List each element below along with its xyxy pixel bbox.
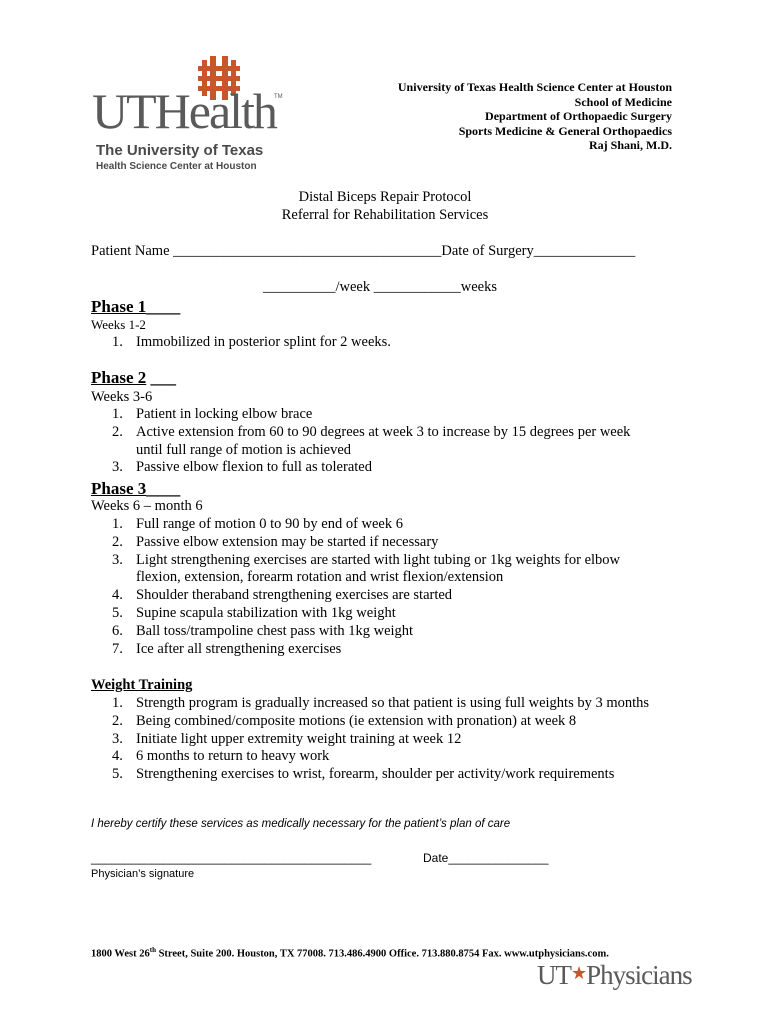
phase1-blank: ____ (146, 297, 181, 316)
phase1-title: Phase 1 (91, 297, 147, 316)
signature-line[interactable]: __________________________________________ (91, 851, 372, 865)
list-item: 1. Patient in locking elbow brace (112, 406, 313, 422)
list-item: 2. Being combined/composite motions (ie extension with pronation) at week 8 (112, 712, 577, 729)
list-item: 4. 6 months to return to heavy work (112, 748, 330, 765)
phase2-title: Phase 2 (91, 368, 147, 387)
list-item: 2. Passive elbow extension may be started if necessary (112, 533, 439, 550)
certification-statement: I hereby certify these services as medically necessary for the patient’s plan of care (91, 818, 511, 830)
weight-training-heading: Weight Training (91, 677, 193, 693)
list-item: 1. Full range of motion 0 to 90 by end of week 6 (112, 516, 403, 532)
list-item-continued: until full range of motion is achieved (136, 441, 352, 458)
phase3-blank: ____ (146, 479, 181, 498)
phase3-weeks: Weeks 6 – month 6 (91, 498, 203, 514)
title-line2: Referral for Rehabilitation Services (281, 207, 489, 223)
phase1-weeks: Weeks 1-2 (91, 317, 146, 332)
list-item: 5. Strengthening exercises to wrist, forearm, shoulder per activity/work requirements (112, 766, 615, 783)
phase2-weeks: Weeks 3-6 (91, 389, 153, 405)
header-line5: Raj Shani, M.D. (588, 138, 672, 153)
list-item-continued: flexion, extension, forearm rotation and wrist flexion/extension (136, 569, 504, 586)
list-item: 5. Supine scapula stabilization with 1kg weight (112, 604, 396, 621)
patient-name-field[interactable]: Patient Name _____________________________________Date of Surgery______________ (91, 243, 636, 259)
phase1-heading (91, 297, 180, 317)
header-line1: University of Texas Health Science Center at Houston (397, 80, 672, 94)
logo-trademark: TM (274, 94, 283, 100)
list-item: 3. Light strengthening exercises are started with light tubing or 1kg weights for elbow (112, 551, 621, 568)
list-item: 6. Ball toss/trampoline chest pass with 1kg weight (112, 622, 414, 639)
signature-label: Physician’s signature (91, 868, 195, 880)
list-item: 3. Passive elbow flexion to full as tolerated (112, 459, 372, 476)
phase3-heading (91, 479, 180, 499)
institution-header (398, 80, 672, 153)
uthealth-logo (92, 56, 292, 176)
phase1-list (91, 334, 391, 352)
list-item: 3. Initiate light upper extremity weight training at week 12 (112, 730, 462, 747)
title-line1: Distal Biceps Repair Protocol (298, 189, 472, 205)
phase3-title: Phase 3 (91, 479, 147, 498)
phase2-list (91, 406, 630, 477)
star-icon: ★ (571, 963, 587, 983)
logo-line1: The University of Texas (96, 142, 264, 159)
list-item: 4. Shoulder theraband strengthening exercises are started (112, 587, 453, 604)
header-line4: Sports Medicine & General Orthopaedics (458, 123, 672, 138)
footer-address: 1800 West 26th Street, Suite 200. Houston, TX 77008. 713.486.4900 Office. 713.880.8754 Fax. www.utphysicians.com. (91, 946, 609, 960)
list-item: 1. Strength program is gradually increased so that patient is using full weights by 3 months (112, 695, 650, 711)
phase2-heading (91, 368, 176, 388)
list-item: 1. Immobilized in posterior splint for 2 weeks. (112, 334, 391, 350)
signature-date-field[interactable]: Date_______________ (423, 851, 549, 865)
logo-line2: Health Science Center at Houston (96, 161, 257, 172)
phase2-blank: ___ (150, 368, 176, 387)
weight-training-list (91, 695, 649, 784)
header-line3: Department of Orthopaedic Surgery (485, 109, 672, 124)
header-line2: School of Medicine (574, 94, 672, 109)
frequency-field[interactable]: __________/week ____________weeks (263, 279, 497, 295)
utphysicians-logo: UT★Physicians (537, 960, 692, 990)
list-item: 2. Active extension from 60 to 90 degrees at week 3 to increase by 15 degrees per week (112, 423, 631, 440)
logo-wordmark: UTHealth (92, 83, 276, 139)
phase3-list (91, 516, 620, 658)
list-item: 7. Ice after all strengthening exercises (112, 640, 342, 657)
